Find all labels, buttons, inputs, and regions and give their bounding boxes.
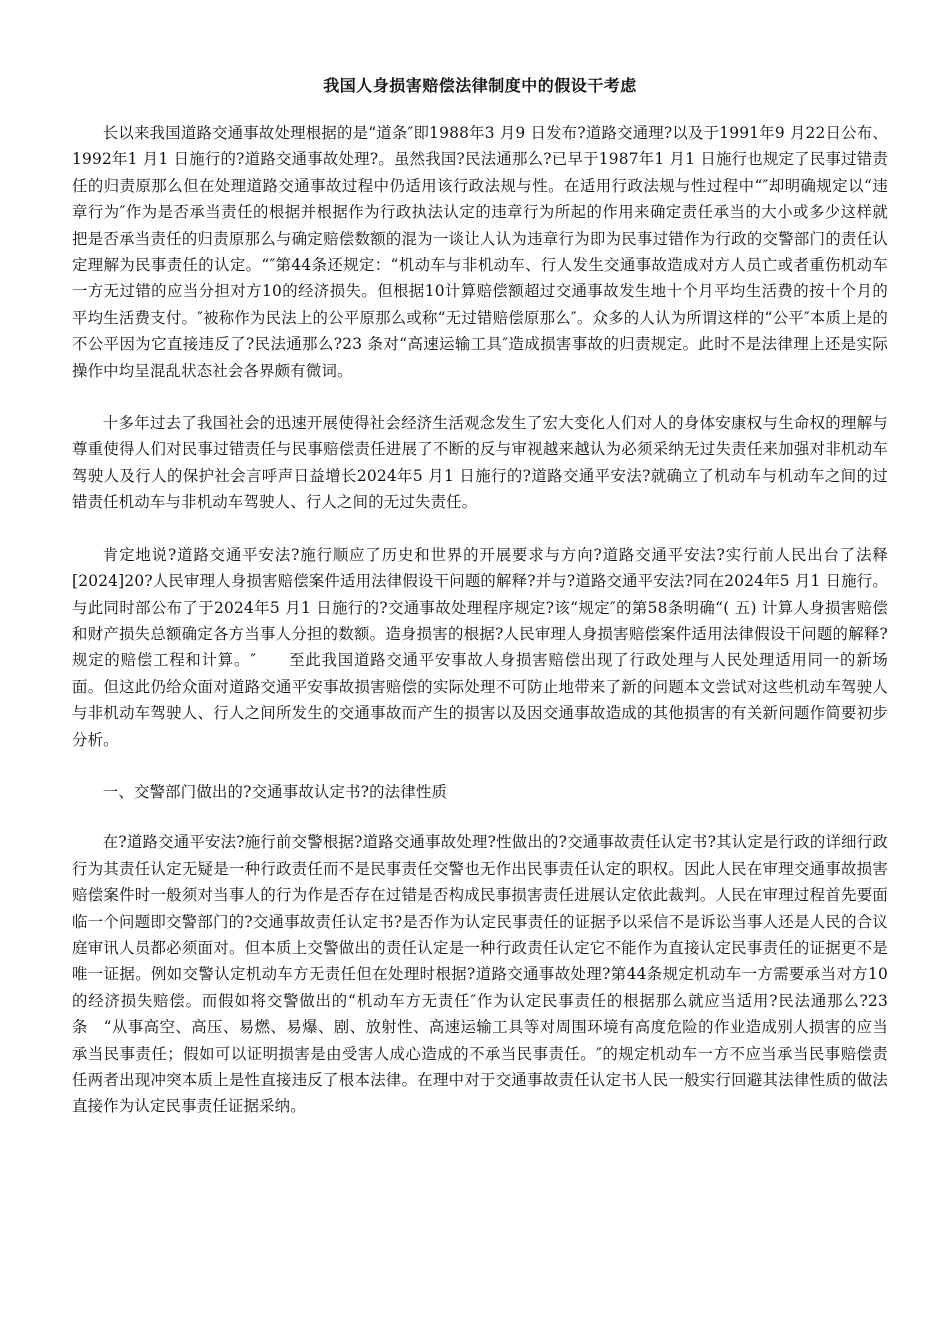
body-paragraph-3: 肯定地说?道路交通平安法?施行顺应了历史和世界的开展要求与方向?道路交通平安法?实行前人民出台了法释[2024]20?人民审理人身损害赔偿案件适用法律假设干问题的解释?并与?道路交通平安法?同在2024年5 月1 日施行。与此同时部公布了于2024年5 月1 日施行的?交通事故处理程序规定?该“规定″的第58条明确“( 五) 计算人身损害赔偿和财产损失总额确定各方当事人分担的数额。造身损害的根据?人民审理人身损害赔偿案件适用法律假设干问题的解释?规定的赔偿工程和计算。″ 至此我国道路交通平安事故人身损害赔偿出现了行政处理与人民处理适用同一的新场面。但这此仍给众面对道路交通平安事故损害赔偿的实际处理不可防止地带来了新的问题本文尝试对这些机动车驾驶人与非机动车驾驶人、行人之间所发生的交通事故而产生的损害以及因交通事故造成的其他损害的有关新问题作简要初步分析。: [72, 545, 888, 749]
body-paragraph-1: 长以来我国道路交通事故处理根据的是“道条″即1988年3 月9 日发布?道路交通理?以及于1991年9 月22日公布、1992年1 月1 日施行的?道路交通事故处理?。虽然我国?民法通那么?已早于1987年1 月1 日施行也规定了民事过错责任的归责原那么但在处理道路交通事故过程中仍适用该行政法规与性。在适用行政法规与性过程中“″却明确规定以“违章行为″作为是否承当责任的根据并根据作为行政执法认定的违章行为所起的作用来确定责任承当的大小或多少这样就把是否承当责任的归责原那么与确定赔偿数额的混为一谈让人认为违章行为即为民事过错作为行政的交警部门的责任认定理解为民事责任的认定。“″第44条还规定：“机动车与非机动车、行人发生交通事故造成对方人员亡或者重伤机动车一方无过错的应当分担对方10的经济损失。但根据10计算赔偿额超过交通事故发生地十个月平均生活费的按十个月的平均生活费支付。″被称作为民法上的公平原那么或称“无过错赔偿原那么″。众多的人认为所谓这样的“公平″本质上是的不公平因为它直接违反了?民法通那么?23 条对“高速运输工具″造成损害事故的归责规定。此时不是法律理上还是实际操作中均呈混乱状态社会各界颇有微词。: [72, 124, 888, 380]
body-paragraph-2: 十多年过去了我国社会的迅速开展使得社会经济生活观念发生了宏大变化人们对人的身体安康权与生命权的理解与尊重使得人们对民事过错责任与民事赔偿责任进展了不断的反与审视越来越认为必须采纳无过失责任来加强对非机动车驾驶人及行人的保护社会言呼声日益增长2024年5 月1 日施行的?道路交通平安法?就确立了机动车与机动车之间的过错责任机动车与非机动车驾驶人、行人之间的无过失责任。: [72, 414, 888, 512]
section-heading: 一、交警部门做出的?交通事故认定书?的法律性质: [102, 782, 448, 801]
section-paragraph: 在?道路交通平安法?施行前交警根据?道路交通事故处理?性做出的?交通事故责任认定书?其认定是行政的详细行政行为其责任认定无疑是一种行政责任而不是民事责任交警也无作出民事责任认定的职权。因此人民在审理交通事故损害赔偿案件时一般须对当事人的行为作是否存在过错是否构成民事损害责任进展认定依此裁判。人民在审理过程首先要面临一个问题即交警部门的?交通事故责任认定书?是否作为认定民事责任的证据予以采信不是诉讼当事人还是人民的合议庭审讯人员都必须面对。但本质上交警做出的责任认定是一种行政责任认定它不能作为直接认定民事责任的证据更不是唯一证据。例如交警认定机动车方无责任但在处理时根据?道路交通事故处理?第44条规定机动车一方需要承当对方10的经济损失赔偿。而假如将交警做出的“机动车方无责任″作为认定民事责任的根据那么就应当适用?民法通那么?23 条 “从事高空、高压、易燃、易爆、剧、放射性、高速运输工具等对周围环境有高度危险的作业造成别人损害的应当承当民事责任；假如可以证明损害是由受害人成心造成的不承当民事责任。″的规定机动车一方不应当承当民事赔偿责任两者出现冲突本质上是性直接违反了根本法律。在理中对于交通事故责任认定书人民一般实行回避其法律性质的做法直接作为认定民事责任证据采纳。: [72, 833, 888, 1116]
document-title: 我国人身损害赔偿法律制度中的假设干考虑: [323, 76, 637, 95]
document-page: [72, 70, 888, 1146]
